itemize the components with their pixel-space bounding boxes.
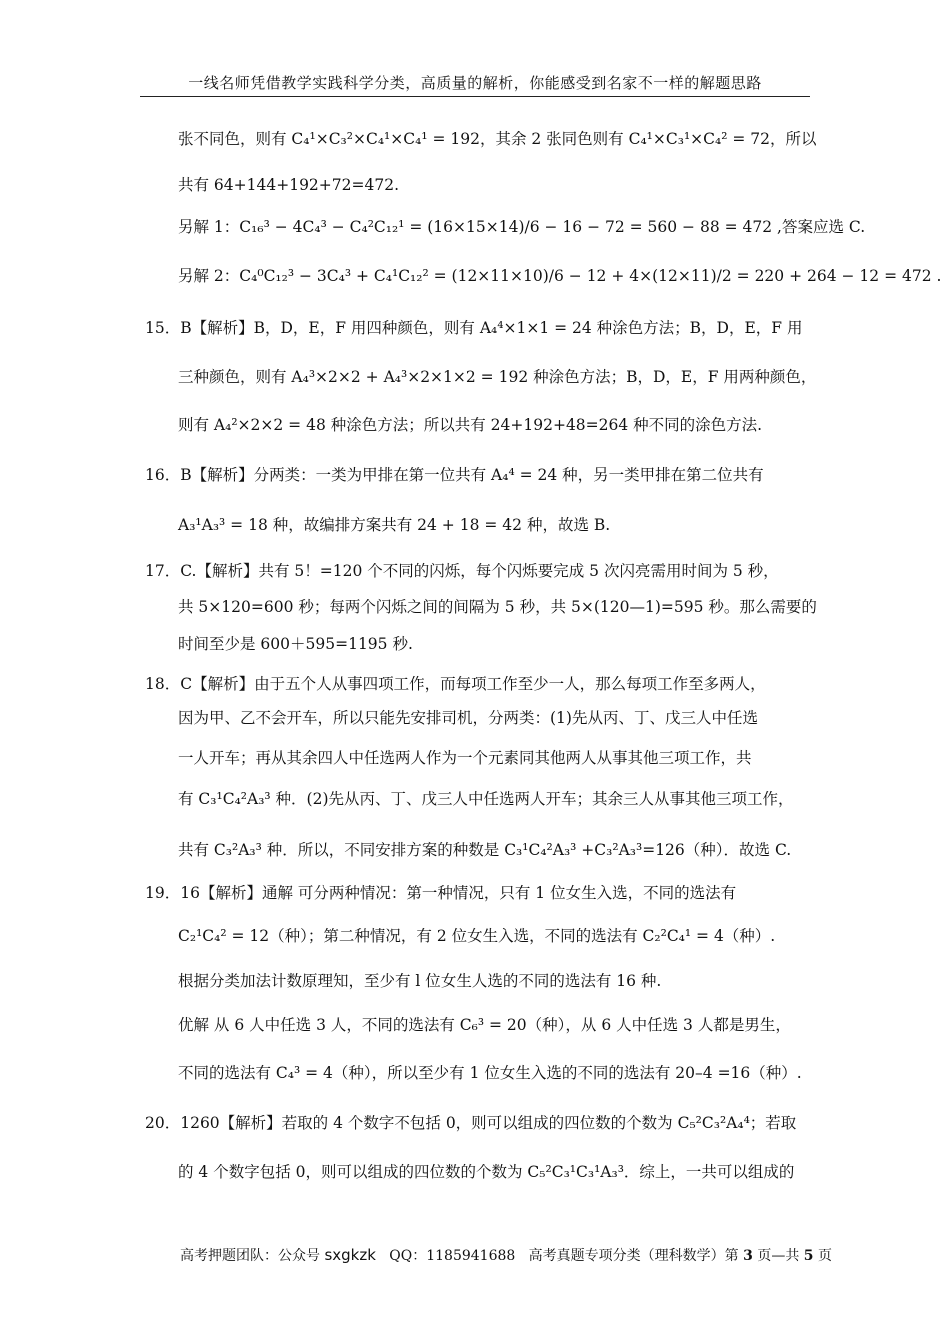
- text-line: 因为甲、乙不会开车，所以只能先安排司机，分两类：(1)先从丙、丁、戊三人中任选: [178, 709, 758, 727]
- answer-19: 19．16【解析】通解 可分两种情况：第一种情况，只有 1 位女生入选，不同的选法有: [145, 884, 737, 902]
- page-footer: [180, 1245, 832, 1265]
- footer-series: 高考真题专项分类（理科数学）第: [528, 1248, 739, 1264]
- text-line: 不同的选法有 C₄³ = 4（种），所以至少有 1 位女生入选的不同的选法有 20–4 =16（种）.: [178, 1064, 802, 1082]
- text-line: 共有 C₃²A₃³ 种．所以，不同安排方案的种数是 C₃¹C₄²A₃³ +C₃²A₃³=126（种）．故选 C.: [178, 841, 792, 859]
- text-line: 有 C₃¹C₄²A₃³ 种．(2)先从丙、丁、戊三人中任选两人开车；其余三人从事其他三项工作，: [178, 790, 794, 808]
- text-line: 一人开车；再从其余四人中任选两人作为一个元素同其他两人从事其他三项工作，共: [178, 749, 752, 767]
- answer-17: 17．C.【解析】共有 5！=120 个不同的闪烁，每个闪烁要完成 5 次闪亮需用时间为 5 秒，: [145, 562, 779, 580]
- footer-total-pages: 5: [803, 1248, 814, 1264]
- answer-20: 20．1260【解析】若取的 4 个数字不包括 0，则可以组成的四位数的个数为 C₅²C₃²A₄⁴；若取: [145, 1114, 797, 1132]
- text-line: 根据分类加法计数原理知，至少有 l 位女生人选的不同的选法有 16 种.: [178, 972, 662, 990]
- footer-brand: sxgkzk: [324, 1246, 376, 1264]
- text-line: C₂¹C₄² = 12（种）；第二种情况，有 2 位女生入选，不同的选法有 C₂²C₄¹ = 4（种）.: [178, 927, 776, 945]
- text-line: 另解 2：C₄⁰C₁₂³ − 3C₄³ + C₄¹C₁₂² = (12×11×10)/6 − 12 + 4×(12×11)/2 = 220 + 264 − 12 = 472 .: [178, 267, 942, 285]
- text-line: A₃¹A₃³ = 18 种，故编排方案共有 24 + 18 = 42 种，故选 B.: [178, 516, 611, 534]
- text-line: 的 4 个数字包括 0，则可以组成的四位数的个数为 C₅²C₃¹C₃¹A₃³．综上，一共可以组成的: [178, 1163, 795, 1181]
- answer-15: 15．B【解析】B，D，E，F 用四种颜色，则有 A₄⁴×1×1 = 24 种涂色方法；B，D，E，F 用: [145, 319, 803, 337]
- answer-18: 18．C【解析】由于五个人从事四项工作，而每项工作至少一人，那么每项工作至多两人，: [145, 675, 766, 693]
- text-line: 另解 1：C₁₆³ − 4C₄³ − C₄²C₁₂¹ = (16×15×14)/6 − 16 − 72 = 560 − 88 = 472 ,答案应选 C.: [178, 218, 866, 236]
- footer-end: 页: [817, 1248, 832, 1264]
- text-line: 共 5×120=600 秒；每两个闪烁之间的间隔为 5 秒，共 5×(120—1)=595 秒。那么需要的: [178, 598, 817, 616]
- text-line: 张不同色，则有 C₄¹×C₃²×C₄¹×C₄¹ = 192，其余 2 张同色则有 C₄¹×C₃¹×C₄² = 72，所以: [178, 130, 817, 148]
- text-line: 优解 从 6 人中任选 3 人，不同的选法有 C₆³ = 20（种），从 6 人中任选 3 人都是男生，: [178, 1016, 791, 1034]
- footer-qq: QQ：1185941688: [389, 1248, 516, 1264]
- text-line: 时间至少是 600＋595=1195 秒.: [178, 635, 413, 653]
- footer-team: 高考押题团队：公众号: [180, 1248, 320, 1264]
- text-line: 共有 64+144+192+72=472.: [178, 176, 400, 194]
- text-line: 则有 A₄²×2×2 = 48 种涂色方法；所以共有 24+192+48=264 种不同的涂色方法.: [178, 416, 763, 434]
- footer-page-number: 3: [743, 1248, 753, 1264]
- page-header: 一线名师凭借教学实践科学分类，高质量的解析，你能感受到名家不一样的解题思路: [140, 72, 810, 97]
- footer-mid: 页—共: [757, 1248, 800, 1264]
- text-line: 三种颜色，则有 A₄³×2×2 + A₄³×2×1×2 = 192 种涂色方法；B，D，E，F 用两种颜色，: [178, 368, 817, 386]
- answer-16: 16．B【解析】分两类：一类为甲排在第一位共有 A₄⁴ = 24 种，另一类甲排在第二位共有: [145, 466, 764, 484]
